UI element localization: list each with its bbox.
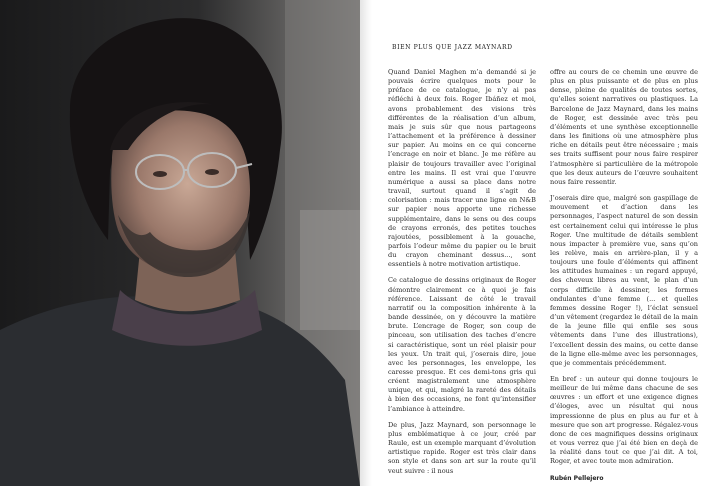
paragraph: J’oserais dire que, malgré son gaspillage de mouvement et d’action dans les personnages, l’aspect naturel de son dessin est certainement celui qui intéresse le plus Roger. Une multitude de détails semblent nous impacter à première vue, sans qu’on les relève, mais en arrière-plan, il y a toujours une foule d’éléments qui affinent les attitudes humaines : un regard appuyé, des cheveux libres au vent, le plan d’un corps difficile à dessiner, les formes ondulantes d’une femme (... et quelles femmes dessine Roger !), l’éclat sensuel d’un vêtement (regardez le détail de la main de la jeune fille qui enfile ses sous vêtements dans l’une des illustrations), l’excellent dessin des mains, ou cette danse de la ligne elle-même avec les personnages, que je commentais précédemment. xyxy=(550,194,698,367)
paragraph: offre au cours de ce chemin une œuvre de plus en plus puissante et de plus en plus dense, pleine de qualités de toutes sortes, qu’elles soient narratives ou plastiques. La Barcelone de Jazz Maynard, dans les mains de Roger, est dessinée avec très peu d’éléments et une synthèse exceptionnelle dans les finitions où une atmosphère plus riche en détails peut être nécessaire ; mais ses traits suffisent pour nous faire respirer l’atmosphère si particulière de la métropole que les deux auteurs de l’œuvre souhaitent nous faire ressentir. xyxy=(550,68,698,186)
text-page xyxy=(360,0,720,486)
paragraph: En bref : un auteur qui donne toujours le meilleur de lui même dans chacune de ses œuvres : un effort et une exigence dignes d’éloges, avec un résultat qui nous impressionne de plus en plus au fur et à mesure que son art progresse. Régalez-vous donc de ces magnifiques dessins originaux et vous verrez que j’ai été bien en deçà de la réalité dans tout ce que j’ai dit. A toi, Roger, et avec toute mon admiration. xyxy=(550,375,698,466)
left-column xyxy=(388,68,536,483)
paragraph: Quand Daniel Maghen m’a demandé si je pouvais écrire quelques mots pour le préface de ce catalogue, je n’y ai pas réfléchi à deux fois. Roger Ibáñez et moi, avons probablement des visions très différentes de la réalisation d’un album, mais je suis sûr que nous partageons l’attachement et la préférence à dessiner sur papier. Au moins en ce qui concerne l’encrage en noir et blanc. Je me réfère au plaisir de toujours travailler avec l’original entre les mains. Il est vrai que l’œuvre numérique a aussi sa place dans notre travail, surtout quand il s’agit de colorisation : mais tracer une ligne en N&B sur papier nous apporte une richesse supplémentaire, dans le sens ou des coups de crayons erronés, des petites touches rajoutées, possiblement à la gouache, parfois l’odeur même du papier ou le bruit du crayon cheminant dessus..., sont essentiels à notre motivation artistique. xyxy=(388,68,536,269)
right-column xyxy=(550,68,698,483)
article-heading: BIEN PLUS QUE JAZZ MAYNARD xyxy=(392,44,513,51)
author-signature: Rubén Pellejero xyxy=(550,474,604,482)
paragraph: De plus, Jazz Maynard, son personnage le plus emblématique à ce jour, créé par Raule, est un exemple marquant d’évolution artistique rapide. Roger est très clair dans son style et dans son art sur la route qu’il veut suivre : il nous xyxy=(388,420,536,475)
paragraph: Ce catalogue de dessins originaux de Roger démontre clairement ce à quoi je fais référence. Laissant de côté le travail narratif ou la composition inhérente à la bande dessinée, on y découvre la matière brute. L’encrage de Roger, son coup de pinceau, son utilisation des taches d’encre si caractéristique, sont un réel plaisir pour les yeux. Un trait qui, j’oserais dire, joue avec les personnages, les enveloppe, les caresse presque. Et ces demi-tons gris qui créent magistralement une atmosphère unique, et qui, malgré la rareté des détails à bien des occasions, ne font qu’intensifier l’ambiance à atteindre. xyxy=(388,276,536,413)
